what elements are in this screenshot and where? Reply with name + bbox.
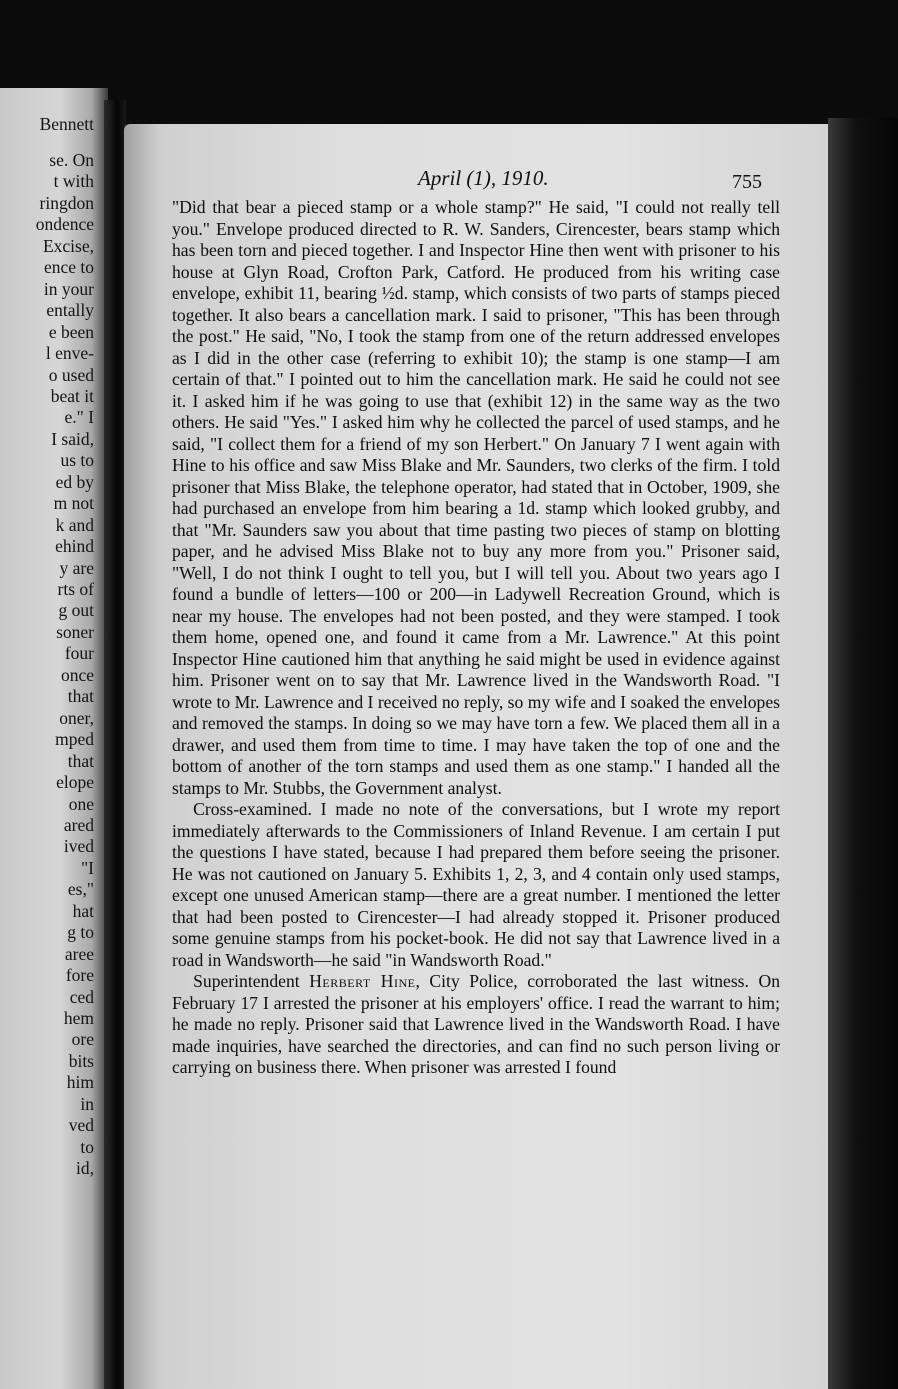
left-page-fragment: ared [63, 814, 94, 835]
left-page-fragment: ved [68, 1115, 94, 1136]
left-page-fragment: ringdon [39, 192, 94, 213]
left-page-fragment: "I [81, 857, 94, 878]
left-page-fragment: in your [43, 278, 94, 299]
left-page-fragment: k and [55, 514, 94, 535]
left-page-fragment: ehind [55, 536, 94, 557]
paragraph-text: , City Police, corroborated the last witness. On February 17 I arrested the prisoner at his employers' office. I read the warrant to him; he made no reply. Prisoner said that Lawrence lived in the Wandsworth Road. I have made inquiries, have searched the directories, and can find no such person living or carrying on business there. When prisoner was arrested I found [172, 971, 781, 1077]
left-page-fragment: bits [68, 1050, 94, 1071]
left-page-fragment: m not [53, 493, 94, 514]
left-page-fragment: aree [64, 943, 94, 964]
page-edge-shadow [828, 118, 898, 1389]
left-page-fragment: hat [72, 900, 94, 921]
page-header: April (1), 1910. [418, 166, 549, 190]
witness-name: Herbert Hine [309, 971, 416, 991]
left-page-fragment: l enve- [45, 343, 94, 364]
left-page-fragment: ived [63, 836, 94, 857]
paragraph-testimony: "Did that bear a pieced stamp or a whole stamp?" He said, "I could not really tell you." Envelope produced directed to R. W. Sanders, Cirencester, bears stamp which has been torn and pieced together. I and Inspector Hine then went with prisoner to his house at Glyn Road, Crofton Park, Catford. He produced from his writing case envelope, exhibit 11, bearing ½d. stamp, which consists of two parts of stamps pieced together. It also bears a cancellation mark. I said to prisoner, "This has been through the post." He said, "No, I took the stamp from one of the return addressed envelopes as I did in the other case (referring to exhibit 10); the stamp is one stamp—I am certain of that." I pointed out to him the cancellation mark. He said he could not see it. I asked him if he was going to use that (exhibit 12) in the same way as the two others. He said "Yes." I asked him why he collected the parcel of used stamps, and he said, "I collect them for a friend of my son Herbert." On January 7 I went again with Hine to his office and saw Miss Blake and Mr. Saunders, two clerks of the firm. I told prisoner that Miss Blake, the telephone operator, had stated that in October, 1909, she had purchased an envelope from him bearing a 1d. stamp which looked grubby, and that "Mr. Saunders saw you about that time pasting two pieces of stamp on blotting paper, and he advised Miss Blake not to buy any more from you." Prisoner said, "Well, I do not think I ought to tell you, but I will tell you. About two years ago I found a bundle of letters—100 or 200—in Ladywell Recreation Ground, which is near my house. The envelopes had not been posted, and they were stamped. I took them home, opened one, and found it came from a Mr. Lawrence." At this point Inspector Hine cautioned him that anything he said might be used in evidence against him. Prisoner went on to say that Mr. Lawrence lived in the Wandsworth Road. "I wrote to Mr. Lawrence and I received no reply, so my wife and I soaked the envelopes and removed the stamps. In doing so we may have torn a few. We placed them all in a drawer, and used them from time to time. I may have taken the top of one and the bottom of another of the torn stamps and used them as one stamp." I handed all the stamps to Mr. Stubbs, the Government analyst. [172, 197, 780, 798]
left-page-fragment: ence to [43, 257, 94, 278]
left-page-fragment: ced [69, 986, 94, 1007]
paragraph-prefix: Superintendent [193, 971, 310, 991]
left-page-fragment: I said, [51, 428, 94, 449]
page-body [172, 197, 780, 1079]
left-page-fragment: fore [65, 965, 94, 986]
left-page-fragment: one [68, 793, 94, 814]
left-page-fragment: elope [56, 772, 94, 793]
left-page-fragment: him [66, 1072, 94, 1093]
left-page-fragment: oner, [59, 707, 94, 728]
left-page-fragment: e been [48, 321, 94, 342]
left-page-fragment: us to [60, 450, 94, 471]
left-page-fragment: soner [56, 621, 94, 642]
left-page-fragment: once [60, 664, 94, 685]
left-page-fragment: Bennett [39, 114, 94, 134]
left-page-fragment: es," [67, 879, 94, 900]
left-page-edge [0, 88, 108, 1389]
left-page-fragment: ondence [35, 214, 94, 235]
left-page-fragment: o used [48, 364, 94, 385]
left-page-fragment: that [67, 750, 94, 771]
left-page-fragment: that [67, 686, 94, 707]
left-page-fragment: y are [59, 557, 94, 578]
left-page-fragment: four [64, 643, 94, 664]
left-page-fragment: entally [46, 300, 94, 321]
left-page-fragment: ore [71, 1029, 94, 1050]
left-page-fragment: g out [58, 600, 94, 621]
left-page-fragment: t with [53, 171, 94, 192]
page-number: 755 [732, 171, 762, 193]
left-page-fragment: id, [76, 1158, 94, 1179]
left-page-fragment: e." I [64, 407, 94, 428]
left-page-fragment: Excise, [42, 235, 94, 256]
left-page-fragment: to [80, 1136, 94, 1157]
left-page-fragment: ed by [55, 471, 94, 492]
left-page-fragment: beat it [50, 385, 94, 406]
book-spine [104, 100, 126, 1389]
left-page-fragment: se. On [49, 150, 94, 170]
paragraph-superintendent [172, 971, 780, 1079]
left-page-fragment: mped [55, 729, 94, 750]
left-page-fragment: g to [67, 922, 94, 943]
left-page-fragment: in [80, 1093, 94, 1114]
paragraph-cross-examined: Cross-examined. I made no note of the conversations, but I wrote my report immediately afterwards to the Commissioners of Inland Revenue. I am certain I put the questions I have stated, because I had prepared them before seeing the prisoner. He was not cautioned on January 5. Exhibits 1, 2, 3, and 4 contain only used stamps, except one unused American stamp—there are a great number. I mentioned the letter that had been posted to Cirencester—I had already stopped it. Prisoner produced some genuine stamps from his pocket-book. He did not say that Lawrence lived in a road in Wandsworth—he said "in Wandsworth Road." [172, 799, 780, 970]
left-page-fragment: rts of [57, 579, 94, 599]
left-page-fragment: hem [63, 1008, 94, 1028]
